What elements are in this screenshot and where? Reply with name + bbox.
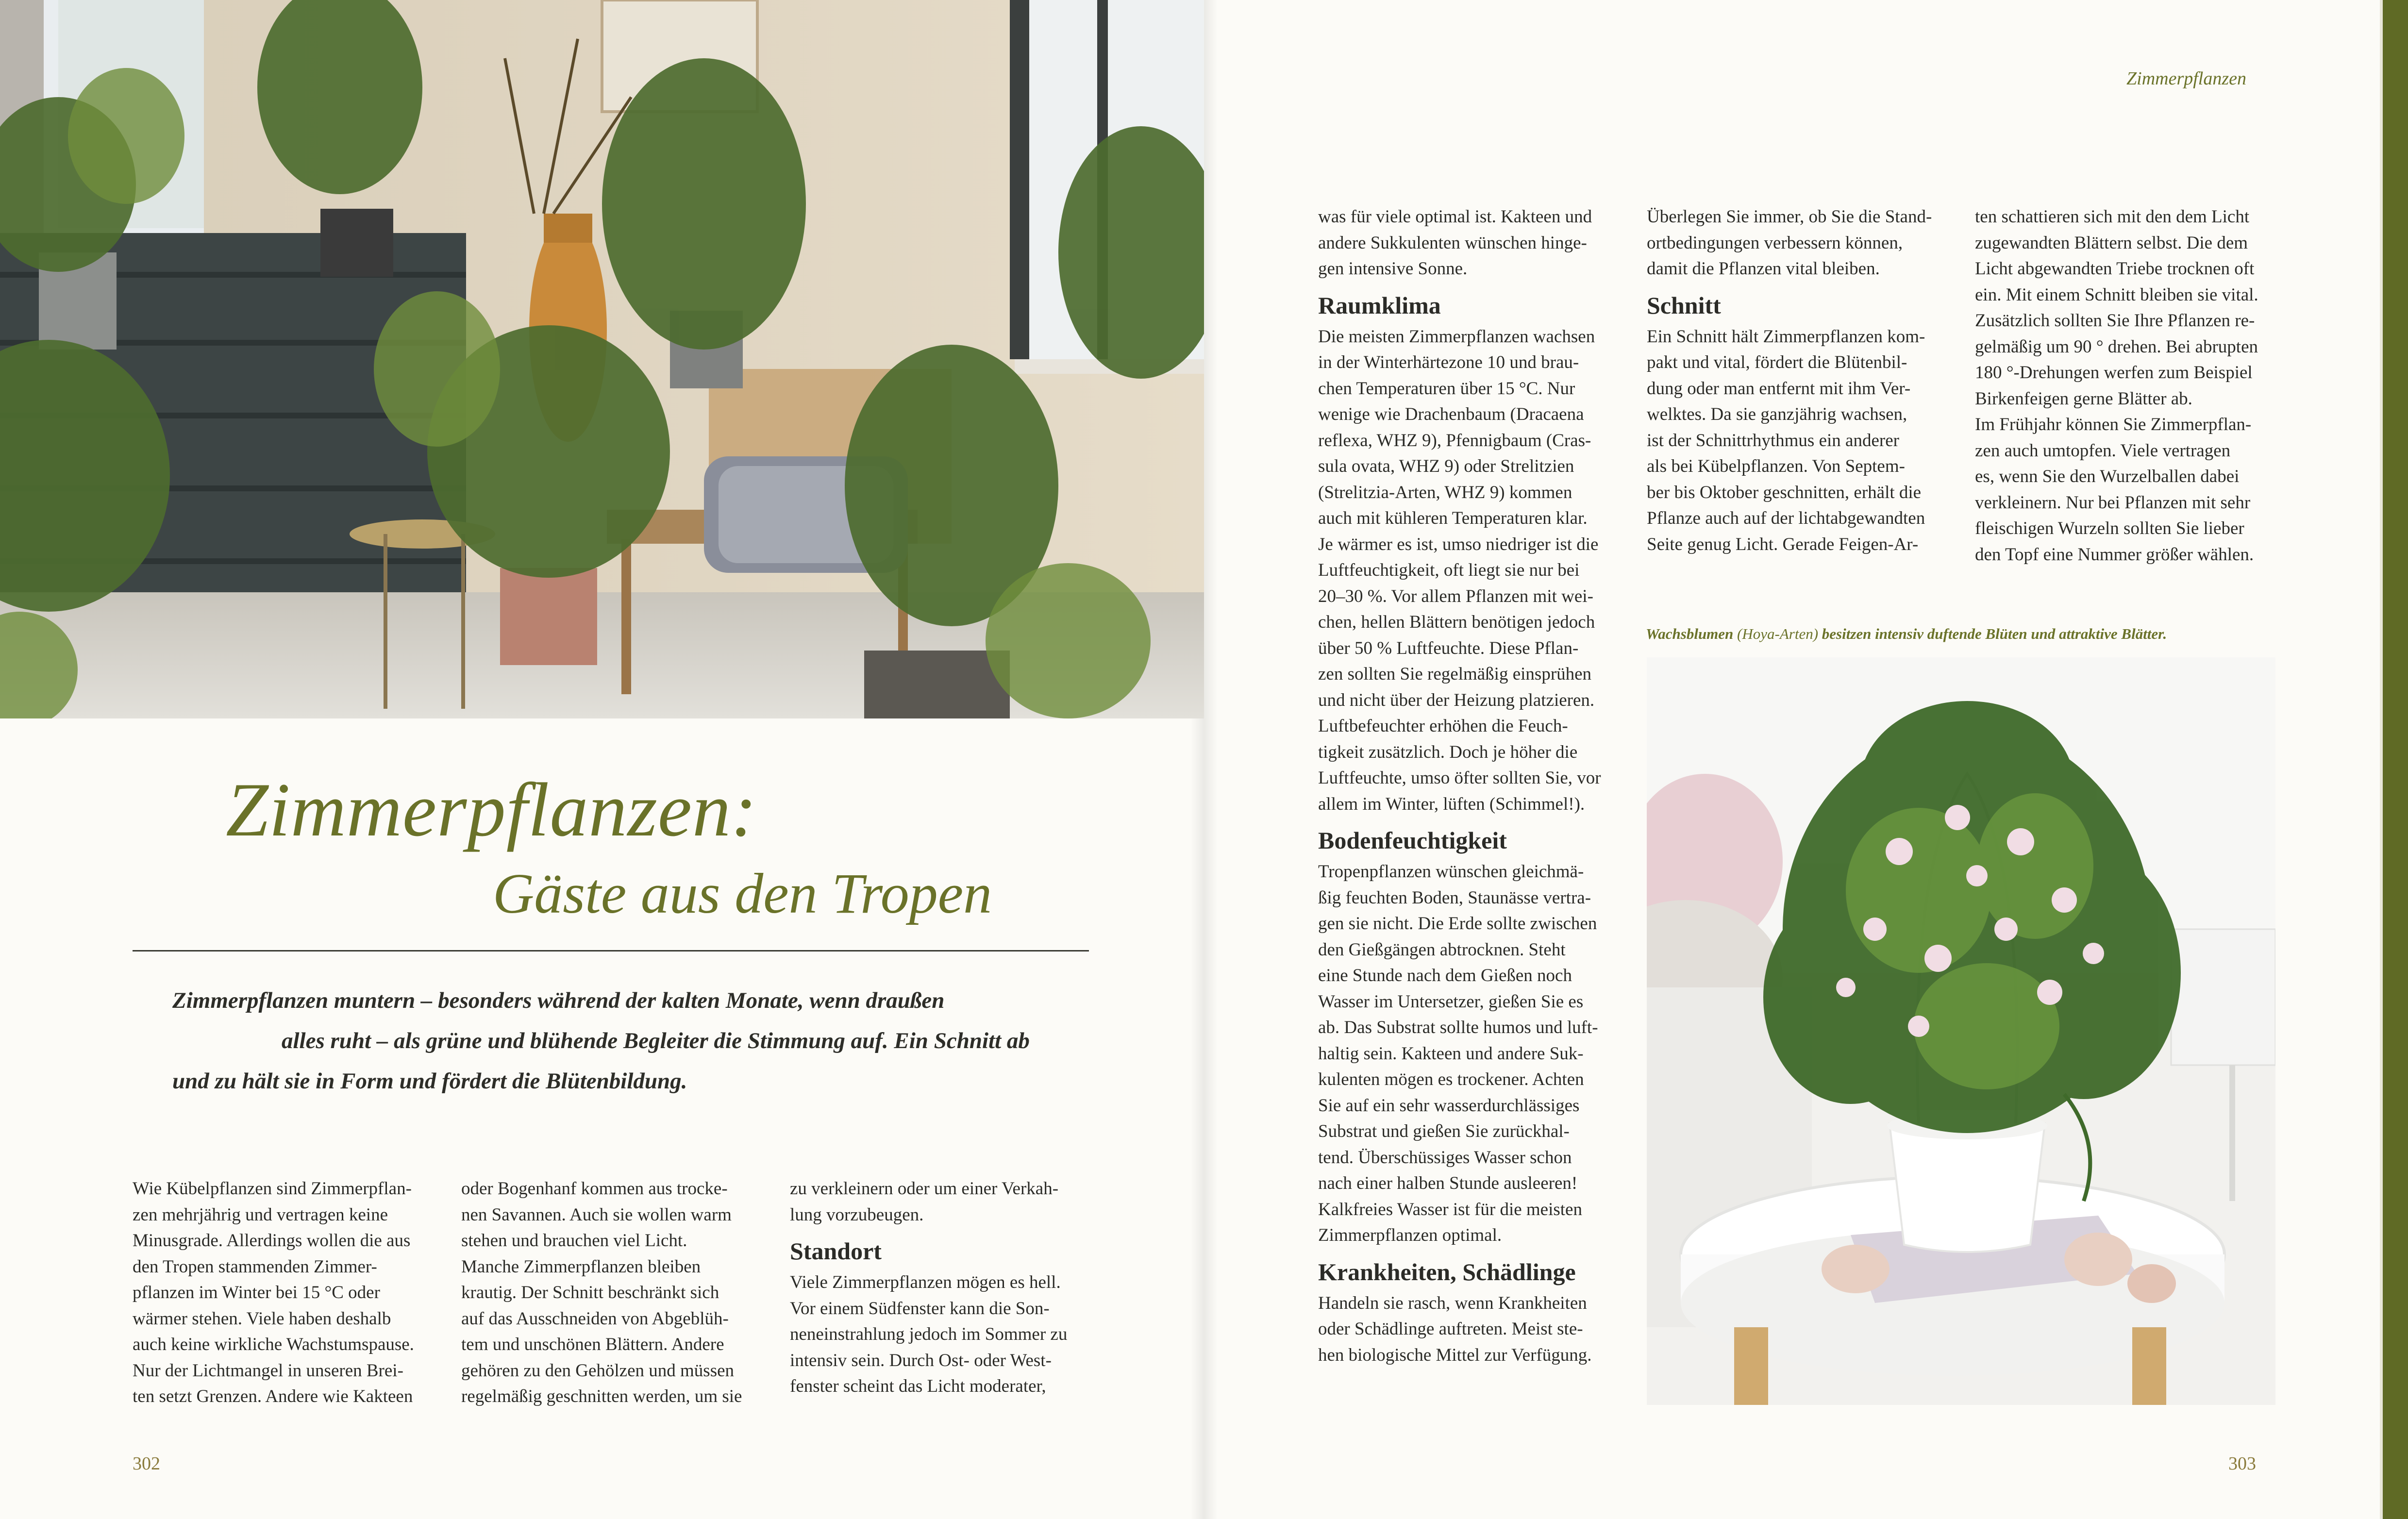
text-line: sula ovata, WHZ 9) oder Strelitzien [1318, 456, 1574, 476]
caption-text: (Hoya-Arten) [1737, 625, 1819, 642]
lead-paragraph [172, 981, 1085, 1102]
text-line: nach einer halben Stunde ausleeren! [1318, 1173, 1578, 1193]
lead-line: Zimmerpflanzen muntern – besonders während der kalten Monate, wenn draußen [172, 988, 945, 1013]
text-line: Je wärmer es ist, umso niedriger ist die [1318, 534, 1599, 554]
text-line: pflanzen im Winter bei 15 °C oder [133, 1283, 380, 1302]
text-line: Wie Kübelpflanzen sind Zimmerpflan- [133, 1179, 412, 1199]
text-line: gelmäßig um 90 ° drehen. Bei abrupten [1975, 336, 2258, 357]
text-line: Luftfeuchte, umso öfter sollten Sie, vor [1318, 768, 1601, 788]
text-line: Im Frühjahr können Sie Zimmerpflan- [1975, 415, 2252, 434]
text-line: den Tropen stammenden Zimmer- [133, 1256, 377, 1277]
text-line: Wasser im Untersetzer, gießen Sie es [1318, 991, 1584, 1012]
text-line: Seite genug Licht. Gerade Feigen-Ar- [1647, 534, 1919, 554]
text-line: ßig feuchten Boden, Staunässe vertra- [1318, 887, 1591, 908]
text-line: haltig sein. Kakteen und andere Suk- [1318, 1043, 1584, 1064]
text-line: fleischigen Wurzeln sollten Sie lieber [1975, 518, 2244, 538]
text-line: ist der Schnittrhythmus ein anderer [1647, 430, 1899, 451]
text-line: hen biologische Mittel zur Verfügung. [1318, 1345, 1592, 1365]
section-heading-bodenfeuchtigkeit: Bodenfeuchtigkeit [1318, 827, 1507, 854]
text-line: auf das Ausschneiden von Abgeblüh- [461, 1308, 729, 1329]
right-column-1 [1318, 204, 1629, 1368]
text-line: zen mehrjährig und vertragen keine [133, 1204, 388, 1225]
text-line: dung oder man entfernt mit ihm Ver- [1647, 378, 1911, 399]
text-line: ten schattieren sich mit den dem Licht [1975, 207, 2250, 227]
text-line: krautig. Der Schnitt beschränkt sich [461, 1283, 719, 1302]
text-line: andere Sukkulenten wünschen hinge- [1318, 233, 1587, 253]
text-line: ein. Mit einem Schnitt bleiben sie vital. [1975, 284, 2258, 305]
text-line: Zimmerpflanzen optimal. [1318, 1225, 1502, 1245]
text-line: (Strelitzia-Arten, WHZ 9) kommen [1318, 482, 1572, 502]
text-line: allem im Winter, lüften (Schimmel!). [1318, 794, 1585, 814]
text-line: ber bis Oktober geschnitten, erhält die [1647, 482, 1922, 502]
text-line: stehen und brauchen viel Licht. [461, 1231, 687, 1251]
text-line: Zusätzlich sollten Sie Ihre Pflanzen re- [1975, 311, 2255, 331]
indoor-plants-room-photo [0, 0, 1204, 718]
text-line: Ein Schnitt hält Zimmerpflanzen kom- [1647, 326, 1925, 347]
text-line: Luftbefeuchter erhöhen die Feuch- [1318, 716, 1568, 736]
text-line: Handeln sie rasch, wenn Krankheiten [1318, 1293, 1587, 1313]
text-line: Manche Zimmerpflanzen bleiben [461, 1256, 701, 1277]
hoya-plant-photo [1647, 657, 2275, 1405]
text-line: chen Temperaturen über 15 °C. Nur [1318, 378, 1575, 399]
text-line: Sie auf ein sehr wasserdurchlässiges [1318, 1095, 1580, 1116]
left-column-2 [461, 1176, 772, 1410]
text-line: Vor einem Südfenster kann die Son- [790, 1298, 1050, 1319]
text-line: Birkenfeigen gerne Blätter ab. [1975, 388, 2192, 409]
text-line: reflexa, WHZ 9), Pfennigbaum (Cras- [1318, 430, 1591, 451]
right-column-3 [1975, 204, 2286, 568]
text-line: zen auch umtopfen. Viele vertragen [1975, 440, 2231, 461]
text-line: ab. Das Substrat sollte humos und luft- [1318, 1018, 1598, 1037]
text-line: Pflanze auch auf der lichtabgewandten [1647, 508, 1925, 528]
photo-caption [1646, 625, 2167, 643]
text-line: Viele Zimmerpflanzen mögen es hell. [790, 1272, 1061, 1292]
text-line: wenige wie Drachenbaum (Dracaena [1318, 404, 1584, 424]
chapter-subtitle: Gäste aus den Tropen [493, 862, 992, 925]
text-line: oder Schädlinge auftreten. Meist ste- [1318, 1319, 1583, 1339]
text-line: regelmäßig geschnitten werden, um sie [461, 1386, 742, 1406]
title-divider [133, 950, 1089, 951]
text-line: lung vorzubeugen. [790, 1204, 924, 1225]
text-line: oder Bogenhanf kommen aus trocke- [461, 1179, 728, 1199]
lead-line: alles ruht – als grüne und blühende Begleiter die Stimmung auf. Ein Schnitt ab [282, 1028, 1030, 1053]
text-line: auch mit kühleren Temperaturen klar. [1318, 508, 1588, 528]
text-line: in der Winterhärtezone 10 und brau- [1318, 352, 1579, 372]
text-line: 180 °-Drehungen werfen zum Beispiel [1975, 363, 2253, 383]
right-column-2 [1647, 204, 1957, 557]
text-line: zugewandten Blättern selbst. Die dem [1975, 233, 2248, 253]
text-line: damit die Pflanzen vital bleiben. [1647, 259, 1880, 279]
caption-text: besitzen intensiv duftende Blüten und attraktive Blätter. [1822, 625, 2167, 642]
text-line: verkleinern. Nur bei Pflanzen mit sehr [1975, 492, 2251, 513]
text-line: intensiv sein. Durch Ost- oder West- [790, 1350, 1052, 1370]
running-head: Zimmerpflanzen [2126, 68, 2246, 89]
text-line: Substrat und gießen Sie zurückhal- [1318, 1121, 1570, 1141]
text-line: pakt und vital, fördert die Blütenbil- [1647, 352, 1907, 372]
text-line: es, wenn Sie den Wurzelballen dabei [1975, 467, 2240, 486]
text-line: was für viele optimal ist. Kakteen und [1318, 207, 1592, 227]
text-line: tend. Überschüssiges Wasser schon [1318, 1147, 1572, 1168]
text-line: gen sie nicht. Die Erde sollte zwischen [1318, 914, 1597, 934]
text-line: ten setzt Grenzen. Andere wie Kakteen [133, 1386, 413, 1406]
text-line: über 50 % Luftfeuchte. Diese Pflan- [1318, 638, 1579, 658]
chapter-color-bar [2383, 0, 2408, 1519]
page-number-left: 302 [133, 1453, 160, 1474]
text-line: wärmer stehen. Viele haben deshalb [133, 1308, 391, 1329]
text-line: ortbedingungen verbessern können, [1647, 233, 1903, 253]
text-line: zu verkleinern oder um einer Verkah- [790, 1179, 1059, 1199]
text-line: Luftfeuchtigkeit, oft liegt sie nur bei [1318, 560, 1580, 580]
section-heading-raumklima: Raumklima [1318, 291, 1441, 319]
text-line: welktes. Da sie ganzjährig wachsen, [1647, 404, 1907, 424]
text-line: nen Savannen. Auch sie wollen warm [461, 1204, 732, 1225]
text-line: fenster scheint das Licht moderater, [790, 1376, 1046, 1396]
left-column-3 [790, 1176, 1101, 1400]
chapter-title: Zimmerpflanzen: [226, 768, 757, 852]
section-heading-standort: Standort [790, 1237, 882, 1265]
text-line: Die meisten Zimmerpflanzen wachsen [1318, 326, 1595, 347]
text-line: chen, hellen Blättern benötigen jedoch [1318, 612, 1595, 632]
text-line: kulenten mögen es trockener. Achten [1318, 1069, 1584, 1089]
section-heading-krankheiten: Krankheiten, Schädlinge [1318, 1258, 1576, 1285]
lead-line: und zu hält sie in Form und fördert die Blütenbildung. [172, 1068, 687, 1094]
caption-text: Wachsblumen [1646, 625, 1734, 642]
page-number-right: 303 [2228, 1453, 2256, 1474]
text-line: Kalkfreies Wasser ist für die meisten [1318, 1199, 1582, 1219]
text-line: Minusgrade. Allerdings wollen die aus [133, 1231, 411, 1251]
text-line: 20–30 %. Vor allem Pflanzen mit wei- [1318, 586, 1593, 606]
text-line: gen intensive Sonne. [1318, 259, 1468, 279]
section-heading-schnitt: Schnitt [1647, 291, 1721, 319]
text-line: zen sollten Sie regelmäßig einsprühen [1318, 664, 1592, 684]
left-column-1 [133, 1176, 443, 1410]
text-line: den Topf eine Nummer größer wählen. [1975, 544, 2254, 565]
text-line: Überlegen Sie immer, ob Sie die Stand- [1647, 207, 1932, 227]
text-line: auch keine wirkliche Wachstumspause. [133, 1335, 414, 1354]
text-line: eine Stunde nach dem Gießen noch [1318, 966, 1572, 985]
text-line: und nicht über der Heizung platzieren. [1318, 690, 1595, 710]
text-line: tem und unschönen Blättern. Andere [461, 1335, 724, 1354]
text-line: den Gießgängen abtrocknen. Steht [1318, 939, 1566, 960]
text-line: Tropenpflanzen wünschen gleichmä- [1318, 862, 1584, 882]
text-line: Nur der Lichtmangel in unseren Brei- [133, 1360, 403, 1381]
text-line: tigkeit zusätzlich. Doch je höher die [1318, 742, 1578, 762]
text-line: Licht abgewandten Triebe trocknen oft [1975, 259, 2255, 279]
text-line: neneinstrahlung jedoch im Sommer zu [790, 1324, 1068, 1344]
text-line: gehören zu den Gehölzen und müssen [461, 1360, 735, 1381]
text-line: als bei Kübelpflanzen. Von Septem- [1647, 456, 1905, 476]
